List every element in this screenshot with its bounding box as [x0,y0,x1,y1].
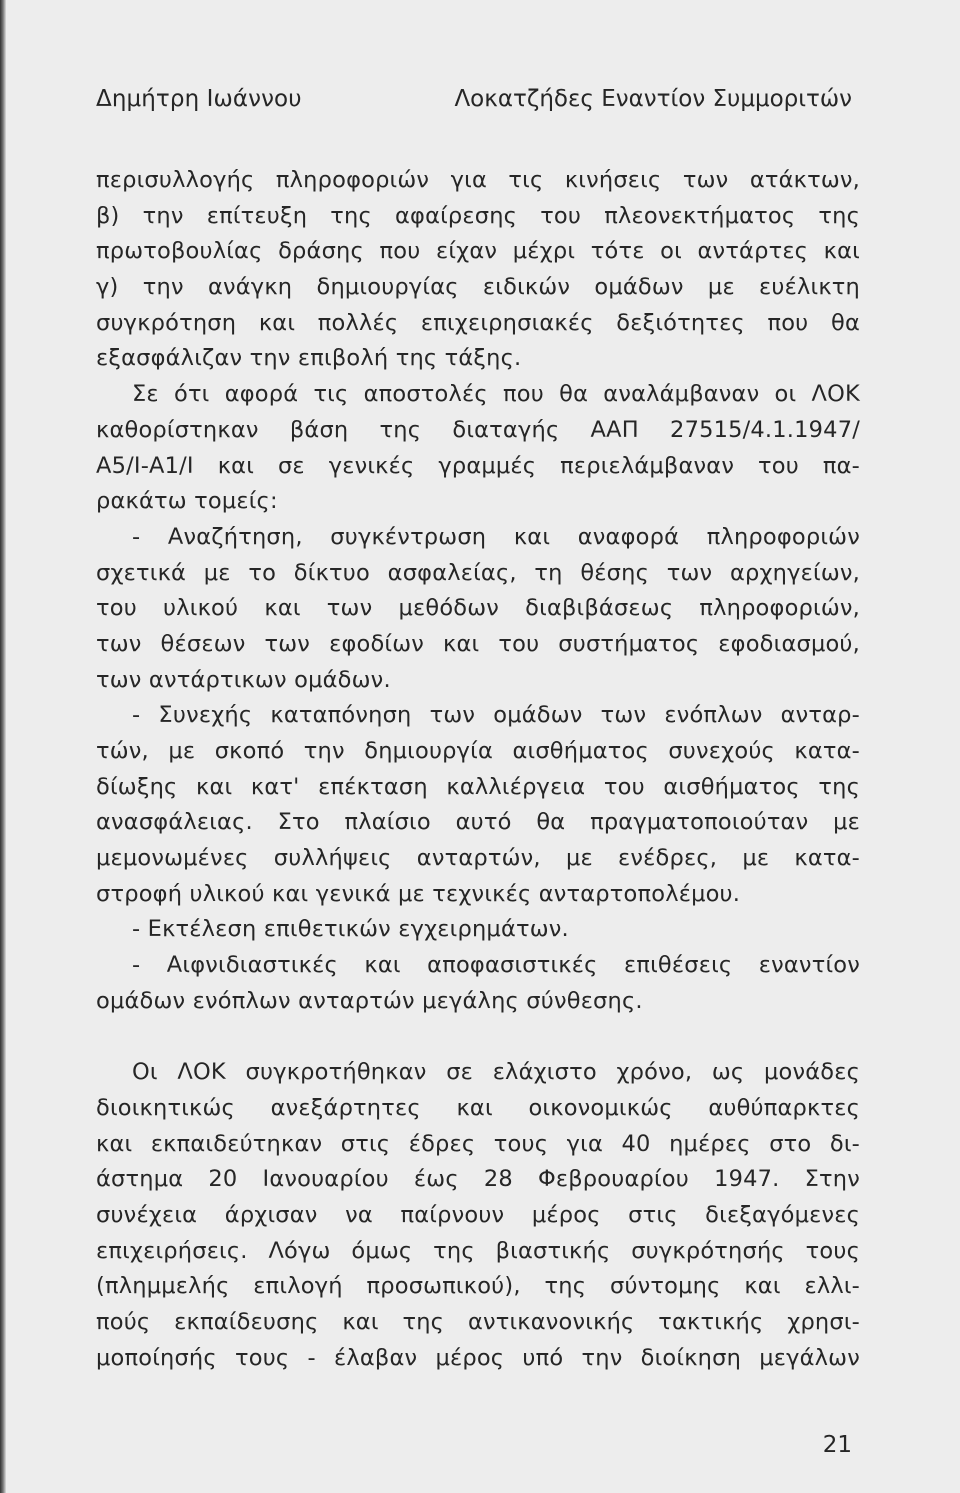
text-line: του υλικού και των μεθόδων διαβιβάσεως πληροφοριών, [96,595,860,622]
text-line: (πλημμελής επιλογή προσωπικού), της σύντομης και ελλι- [96,1273,860,1300]
text-line: καθορίστηκαν βάση της διαταγής ΑΑΠ 27515/4.1.1947/ [96,416,860,443]
text-line: δίωξης και κατ' επέκταση καλλιέργεια του αισθήματος της [96,773,860,800]
page-binding-edge [0,0,6,1493]
text-line: μοποίησής τους - έλαβαν μέρος υπό την διοίκηση μεγάλων [96,1344,860,1371]
text-line: γ) την ανάγκη δημιουργίας ειδικών ομάδων με ευέλικτη [96,274,860,301]
running-header-title: Λοκατζήδες Εναντίον Συμμοριτών [454,86,852,112]
text-line: εξασφάλιζαν την επιβολή της τάξης. [96,345,522,372]
text-line: - Εκτέλεση επιθετικών εγχειρημάτων. [132,916,569,943]
text-line: των αντάρτικων ομάδων. [96,666,391,693]
text-line: ανασφάλειας. Στο πλαίσιο αυτό θα πραγματοποιούταν με [96,809,860,836]
page-number: 21 [822,1432,852,1458]
text-line: πρωτοβουλίας δράσης που είχαν μέχρι τότε οι αντάρτες και [96,238,860,265]
text-line: Α5/Ι-Α1/Ι και σε γενικές γραμμές περιελάμβαναν του πα- [96,452,860,479]
text-line: ομάδων ενόπλων ανταρτών μεγάλης σύνθεσης. [96,987,643,1014]
body-text [96,163,860,1376]
paragraph-gap [96,1020,860,1056]
text-line: στροφή υλικού και γενικά με τεχνικές ανταρτοπολέμου. [96,880,741,907]
text-line: - Αιφνιδιαστικές και αποφασιστικές επιθέσεις εναντίον [132,952,860,979]
text-line: συγκρότηση και πολλές επιχειρησιακές δεξιότητες που θα [96,309,860,336]
text-line: συνέχεια άρχισαν να παίρνουν μέρος στις διεξαγόμενες [96,1201,860,1228]
text-line: Σε ότι αφορά τις αποστολές που θα αναλάμβαναν οι ΛΟΚ [132,381,860,408]
text-line: και εκπαιδεύτηκαν στις έδρες τους για 40 ημέρες στο δι- [96,1130,860,1157]
text-line: σχετικά με το δίκτυο ασφαλείας, τη θέσης των αρχηγείων, [96,559,860,586]
text-line: πούς εκπαίδευσης και της αντικανονικής τακτικής χρησι- [96,1309,860,1335]
text-line: τών, με σκοπό την δημιουργία αισθήματος συνεχούς κατα- [96,738,860,764]
text-line: - Αναζήτηση, συγκέντρωση και αναφορά πληροφοριών [132,523,860,550]
text-line: περισυλλογής πληροφοριών για τις κινήσεις των ατάκτων, [96,167,860,193]
text-line: διοικητικώς ανεξάρτητες και οικονομικώς αυθύπαρκτες [96,1094,860,1121]
text-line: μεμονωμένες συλλήψεις ανταρτών, με ενέδρες, με κατα- [96,845,860,872]
text-line: των θέσεων των εφοδίων και του συστήματος εφοδιασμού, [96,630,860,657]
text-line: άστημα 20 Ιανουαρίου έως 28 Φεβρουαρίου 1947. Στην [96,1166,860,1193]
text-line: ρακάτω τομείς: [96,488,278,515]
text-line: επιχειρήσεις. Λόγω όμως της βιαστικής συγκρότησής τους [96,1237,860,1264]
running-header-author: Δημήτρη Ιωάννου [96,86,302,112]
text-line: Οι ΛΟΚ συγκροτήθηκαν σε ελάχιστο χρόνο, ως μονάδες [132,1059,860,1086]
text-line: β) την επίτευξη της αφαίρεσης του πλεονεκτήματος της [96,202,860,229]
text-line: - Συνεχής καταπόνηση των ομάδων των ενόπλων ανταρ- [132,702,860,729]
